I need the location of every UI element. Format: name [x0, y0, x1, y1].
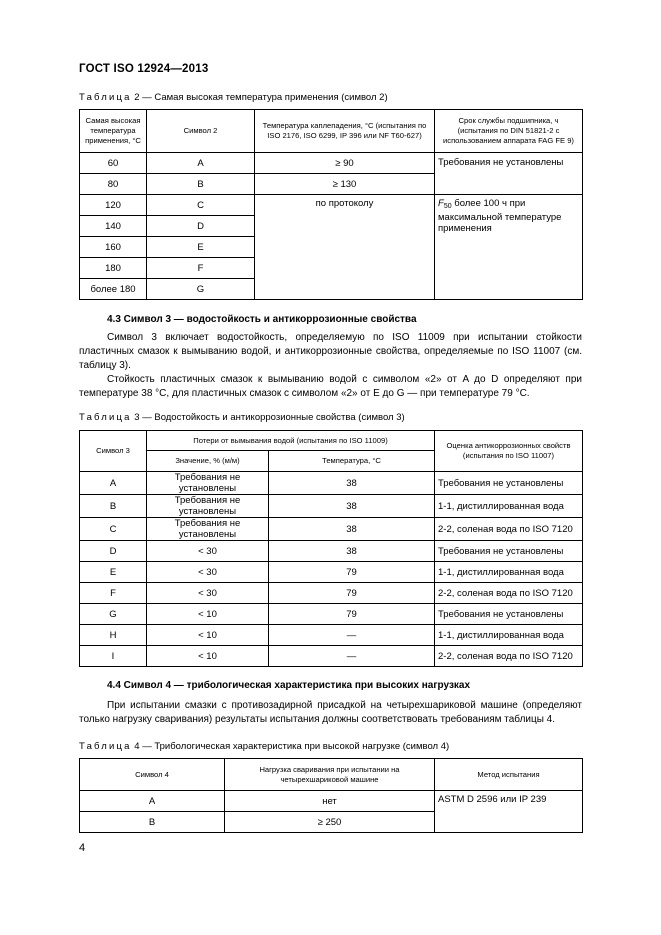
- table3-header-corrosion: Оценка антикоррозионных свойств (испытания по ISO 11007): [435, 431, 583, 472]
- table3-caption-label: Таблица: [79, 412, 132, 423]
- table-row: [80, 518, 583, 541]
- document-header: ГОСТ ISO 12924—2013: [79, 63, 209, 75]
- table2-cell: G: [147, 279, 255, 300]
- table2-cell: 80: [80, 174, 147, 195]
- table2-cell: D: [147, 216, 255, 237]
- table2-cell: 160: [80, 237, 147, 258]
- table3-cell: 1-1, дистиллированная вода: [435, 495, 583, 518]
- table4-caption-text: 4 — Трибологическая характеристика при высокой нагрузке (символ 4): [131, 741, 450, 752]
- table4-header-load: Нагрузка сваривания при испытании на четырехшариковой машине: [225, 759, 435, 791]
- table2-caption-text: 2 — Самая высокая температура применения (символ 2): [131, 92, 388, 103]
- table3-cell: 79: [269, 604, 435, 625]
- table3-cell: Требования не установлены: [435, 604, 583, 625]
- section-4-3-title: 4.3 Символ 3 — водостойкость и антикоррозионные свойства: [107, 314, 417, 325]
- table3-cell: 1-1, дистиллированная вода: [435, 625, 583, 646]
- table2-life-f50: [435, 195, 583, 300]
- table3-header-symbol: Символ 3: [80, 431, 147, 472]
- table3-cell: 79: [269, 583, 435, 604]
- table3-cell: < 10: [147, 625, 269, 646]
- table-row: [80, 541, 583, 562]
- table2-cell: E: [147, 237, 255, 258]
- table3-cell: 38: [269, 541, 435, 562]
- table3-cell: E: [80, 562, 147, 583]
- table3-cell: A: [80, 472, 147, 495]
- table2-cell: C: [147, 195, 255, 216]
- section-4-3-paragraph-1: Символ 3 включает водостойкость, определяемую по ISO 11009 при испытании стойкости пластичных смазок к вымыванию водой, и антикоррозионные свойства, определяемые по ISO 11007 (см. таблицу 3).: [79, 332, 582, 371]
- table-row: [80, 791, 583, 812]
- table2-cell: более 180: [80, 279, 147, 300]
- table3-cell: 38: [269, 472, 435, 495]
- table3-cell: F: [80, 583, 147, 604]
- table2-cell: 120: [80, 195, 147, 216]
- table4-header-method: Метод испытания: [435, 759, 583, 791]
- section-4-3-paragraph-2: Стойкость пластичных смазок к вымыванию водой с символом «2» от A до D определяют при температуре 38 °С, для пластичных смазок с символом «2» от E до G — при температуре 79 °С.: [79, 374, 582, 399]
- table-row: [80, 562, 583, 583]
- section-4-4-title: 4.4 Символ 4 — трибологическая характеристика при высоких нагрузках: [107, 680, 471, 691]
- table4: [79, 758, 583, 833]
- table3-cell: D: [80, 541, 147, 562]
- section-4-3-text: [79, 331, 582, 401]
- table2-cell: 180: [80, 258, 147, 279]
- table3-cell: B: [80, 495, 147, 518]
- table2-cell: ≥ 130: [255, 174, 435, 195]
- table4-cell: B: [80, 812, 225, 833]
- table3-cell: G: [80, 604, 147, 625]
- table3: [79, 430, 583, 667]
- table2-cell: A: [147, 153, 255, 174]
- table3-cell: < 30: [147, 562, 269, 583]
- table2-cell: ≥ 90: [255, 153, 435, 174]
- table2-header-droppoint: Температура каплепадения, °С (испытания по ISO 2176, ISO 6299, IP 396 или NF T60-627): [255, 110, 435, 153]
- table3-cell: < 10: [147, 646, 269, 667]
- table2-cell: B: [147, 174, 255, 195]
- table3-cell: 1-1, дистиллированная вода: [435, 562, 583, 583]
- table2: [79, 109, 583, 300]
- table2-caption: [79, 92, 388, 103]
- table-row: [80, 472, 583, 495]
- table3-cell: < 10: [147, 604, 269, 625]
- table3-caption-text: 3 — Водостойкость и антикоррозионные свойства (символ 3): [131, 412, 405, 423]
- table2-cell: F: [147, 258, 255, 279]
- table3-cell: 2-2, соленая вода по ISO 7120: [435, 583, 583, 604]
- table2-life-none: Требования не установлены: [435, 153, 583, 195]
- table3-cell: 79: [269, 562, 435, 583]
- table3-cell: Требования не установлены: [435, 472, 583, 495]
- table3-cell: 38: [269, 495, 435, 518]
- section-4-4-paragraph-1: При испытании смазки с противозадирной присадкой на четырехшариковой машине (определяют только нагрузку сваривания) результаты испытания должны соответствовать требованиям таблицы 4.: [79, 700, 582, 725]
- table2-cell: 140: [80, 216, 147, 237]
- table4-method-cell: ASTM D 2596 или IP 239: [435, 791, 583, 833]
- table3-cell: —: [269, 646, 435, 667]
- table3-cell: —: [269, 625, 435, 646]
- table-row: [80, 495, 583, 518]
- table3-cell: 2-2, соленая вода по ISO 7120: [435, 646, 583, 667]
- table4-caption-label: Таблица: [79, 741, 132, 752]
- page-number: 4: [79, 842, 86, 854]
- table3-cell: Требования не установлены: [147, 472, 269, 495]
- table2-header-life: Срок службы подшипника, ч (испытания по DIN 51821-2 с использованием аппарата FAG FE 9): [435, 110, 583, 153]
- table-row: [80, 153, 583, 174]
- table-row: [80, 195, 583, 216]
- table3-header-group: Потери от вымывания водой (испытания по ISO 11009): [147, 431, 435, 451]
- table-row: [80, 604, 583, 625]
- table3-cell: < 30: [147, 583, 269, 604]
- table3-cell: I: [80, 646, 147, 667]
- table-row: [80, 583, 583, 604]
- table4-caption: [79, 741, 449, 752]
- table4-cell: нет: [225, 791, 435, 812]
- table2-header-temp: Самая высокая температура применения, °С: [80, 110, 147, 153]
- table4-header-symbol: Символ 4: [80, 759, 225, 791]
- table2-life-f-sub: 50: [443, 203, 452, 210]
- table3-cell: Требования не установлены: [147, 518, 269, 541]
- table2-caption-label: Таблица: [79, 92, 132, 103]
- table3-cell: 38: [269, 518, 435, 541]
- table2-life-f: F: [438, 198, 444, 209]
- table2-cell-protocol: по протоколу: [255, 195, 435, 300]
- section-4-4-text: [79, 699, 582, 727]
- table3-caption: [79, 412, 405, 423]
- table3-cell: < 30: [147, 541, 269, 562]
- table3-cell: H: [80, 625, 147, 646]
- table3-header-value: Значение, % (м/м): [147, 451, 269, 472]
- table2-header-symbol: Символ 2: [147, 110, 255, 153]
- table3-cell: Требования не установлены: [147, 495, 269, 518]
- table3-cell: C: [80, 518, 147, 541]
- table3-header-temperature: Температура, °С: [269, 451, 435, 472]
- table-row: [80, 646, 583, 667]
- table3-cell: Требования не установлены: [435, 541, 583, 562]
- table3-cell: 2-2, соленая вода по ISO 7120: [435, 518, 583, 541]
- table2-cell: 60: [80, 153, 147, 174]
- table2-life-text: более 100 ч при максимальной температуре применения: [438, 198, 562, 234]
- table4-cell: ≥ 250: [225, 812, 435, 833]
- table4-cell: A: [80, 791, 225, 812]
- table-row: [80, 625, 583, 646]
